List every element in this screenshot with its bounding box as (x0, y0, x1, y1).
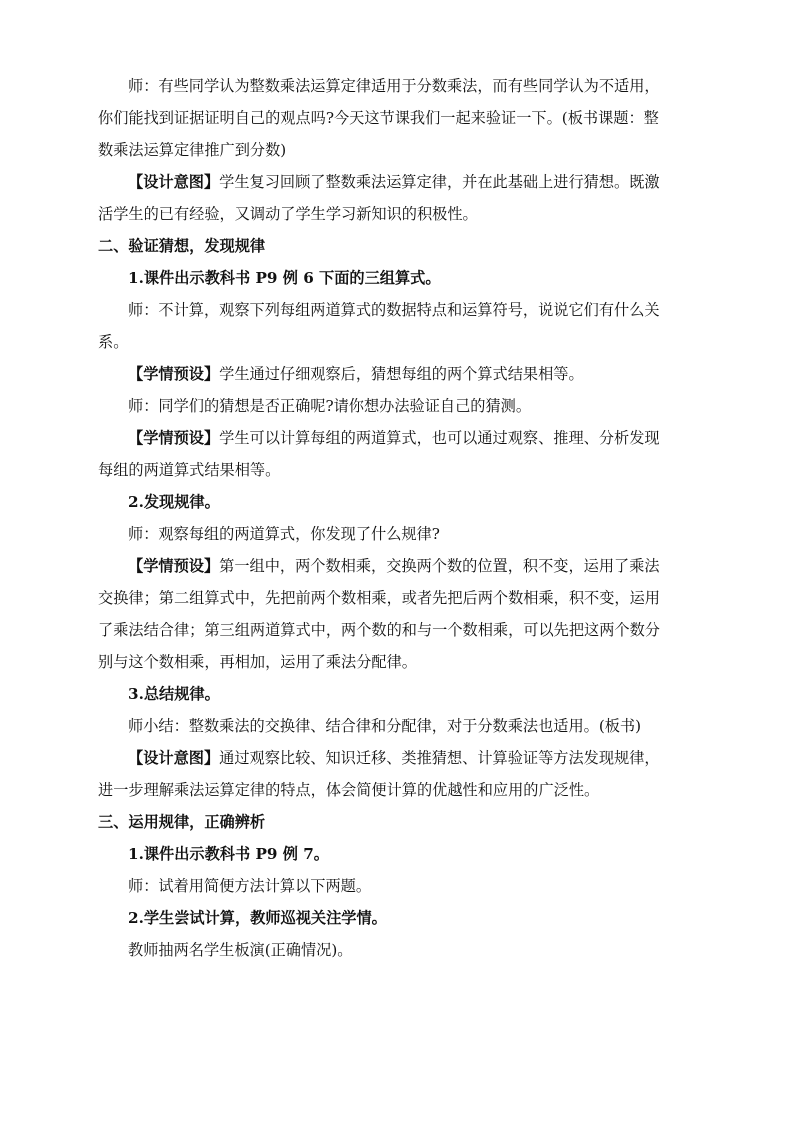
paragraph-line: 每组的两道算式结果相等。 (98, 461, 281, 479)
design-intent-tag: 【设计意图】 (128, 749, 220, 767)
paragraph-line: 数乘法运算定律推广到分数) (98, 141, 287, 159)
paragraph-line: 师：观察每组的两道算式，你发现了什么规律? (128, 525, 440, 543)
sub-heading: 3.总结规律。 (128, 685, 220, 703)
learning-preset-paragraph (98, 422, 696, 454)
paragraph-line: 教师抽两名学生板演(正确情况)。 (128, 941, 353, 959)
paragraph-line: 了乘法结合律；第三组两道算式中，两个数的和与一个数相乘，可以先把这两个数分 (98, 621, 660, 639)
paragraph-line: 进一步理解乘法运算定律的特点，体会简便计算的优越性和应用的广泛性。 (98, 781, 600, 799)
paragraph-line: 交换律；第二组算式中，先把前两个数相乘，或者先把后两个数相乘，积不变，运用 (98, 589, 660, 607)
paragraph-line: 师：试着用简便方法计算以下两题。 (128, 877, 371, 895)
paragraph-line: 师小结：整数乘法的交换律、结合律和分配律，对于分数乘法也适用。(板书) (128, 717, 642, 735)
paragraph-line: 你们能找到证据证明自己的观点吗?今天这节课我们一起来验证一下。(板书课题：整 (98, 109, 659, 127)
paragraph-text: 通过观察比较、知识迁移、类推猜想、计算验证等方法发现规律， (219, 749, 660, 767)
sub-heading: 2.学生尝试计算，教师巡视关注学情。 (128, 909, 387, 927)
sub-heading: 1.课件出示教科书 P9 例 6 下面的三组算式。 (128, 269, 441, 287)
learning-preset-paragraph (98, 550, 696, 582)
paragraph-line: 活学生的已有经验，又调动了学生学习新知识的积极性。 (98, 205, 478, 223)
document-page (98, 70, 696, 966)
paragraph-line: 系。 (98, 333, 129, 351)
paragraph-line: 师：不计算，观察下列每组两道算式的数据特点和运算符号，说说它们有什么关 (128, 301, 660, 319)
learning-preset-tag: 【学情预设】 (128, 365, 220, 383)
section-heading: 二、验证猜想，发现规律 (98, 237, 266, 255)
learning-preset-tag: 【学情预设】 (128, 429, 220, 447)
sub-heading: 2.发现规律。 (128, 493, 220, 511)
design-intent-tag: 【设计意图】 (128, 173, 220, 191)
section-heading: 三、运用规律，正确辨析 (98, 813, 266, 831)
paragraph-text: 学生复习回顾了整数乘法运算定律，并在此基础上进行猜想。既激 (219, 173, 660, 191)
paragraph-line: 师：同学们的猜想是否正确呢?请你想办法验证自己的猜测。 (128, 397, 532, 415)
learning-preset-tag: 【学情预设】 (128, 557, 220, 575)
paragraph-text: 学生可以计算每组的两道算式，也可以通过观察、推理、分析发现 (219, 429, 660, 447)
paragraph-line: 师：有些同学认为整数乘法运算定律适用于分数乘法，而有些同学认为不适用， (128, 77, 660, 95)
design-intent-paragraph (98, 166, 696, 198)
learning-preset-paragraph (98, 358, 696, 390)
sub-heading: 1.课件出示教科书 P9 例 7。 (128, 845, 329, 863)
paragraph-text: 第一组中，两个数相乘，交换两个数的位置，积不变，运用了乘法 (219, 557, 660, 575)
paragraph-text: 学生通过仔细观察后，猜想每组的两个算式结果相等。 (219, 365, 584, 383)
paragraph-line: 别与这个数相乘，再相加，运用了乘法分配律。 (98, 653, 417, 671)
design-intent-paragraph (98, 742, 696, 774)
